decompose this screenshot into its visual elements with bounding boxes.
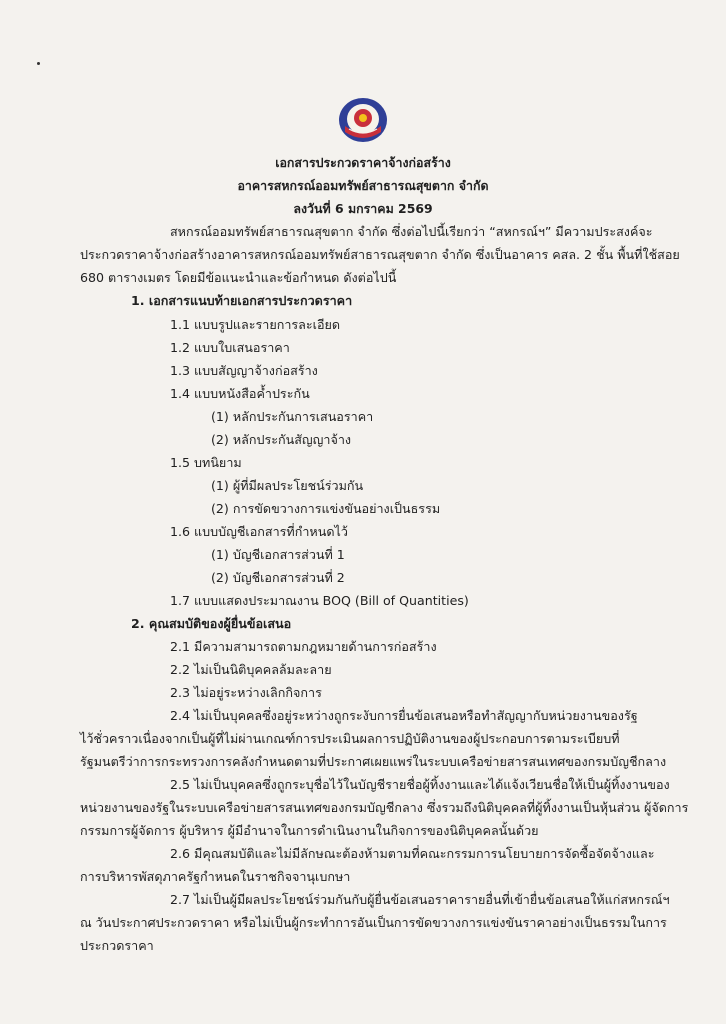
section-1-item: 1.1 แบบรูปและรายการละเอียด: [170, 317, 341, 332]
section-2-item: 2.6 มีคุณสมบัติและไม่มีลักษณะต้องห้ามตามที่คณะกรรมการนโยบายการจัดซื้อจัดจ้างและ: [170, 846, 655, 861]
section-1-item: 1.4 แบบหนังสือค้ำประกัน: [170, 386, 310, 401]
section-1-item: 1.6 แบบบัญชีเอกสารที่กำหนดไว้: [170, 524, 348, 539]
section-2-continuation: กรรมการผู้จัดการ ผู้บริหาร ผู้มีอำนาจในการดำเนินงานในกิจการของนิติบุคคลนั้นด้วย: [80, 823, 539, 838]
document-date: ลงวันที่ 6 มกราคม 2569: [293, 201, 433, 216]
section-1-subitem: (2) หลักประกันสัญญาจ้าง: [211, 432, 352, 447]
section-1-subitem: (2) บัญชีเอกสารส่วนที่ 2: [211, 570, 345, 585]
section-1-subitem: (1) หลักประกันการเสนอราคา: [211, 409, 374, 424]
section-2-continuation: ไว้ชั่วคราวเนื่องจากเป็นผู้ที่ไม่ผ่านเกณฑ์การประเมินผลการปฏิบัติงานของผู้ประกอบการตามระเบียบที่: [80, 731, 620, 746]
document-subtitle: อาคารสหกรณ์ออมทรัพย์สาธารณสุขตาก จำกัด: [237, 178, 489, 193]
section-2-continuation: ณ วันประกาศประกวดราคา หรือไม่เป็นผู้กระทำการอันเป็นการขัดขวางการแข่งขันราคาอย่างเป็นธรรมในการ: [80, 915, 667, 930]
section-2-continuation: ประกวดราคา: [80, 938, 154, 953]
section-1-subitem: (1) ผู้ที่มีผลประโยชน์ร่วมกัน: [211, 478, 364, 493]
section-1-subitem: (1) บัญชีเอกสารส่วนที่ 1: [211, 547, 345, 562]
section-2-item: 2.1 มีความสามารถตามกฎหมายด้านการก่อสร้าง: [170, 639, 437, 654]
intro-line-3: 680 ตารางเมตร โดยมีข้อแนะนำและข้อกำหนด ดังต่อไปนี้: [80, 270, 397, 285]
section-1-subitem: (2) การขัดขวางการแข่งขันอย่างเป็นธรรม: [211, 501, 441, 516]
section-2-item: 2.2 ไม่เป็นนิติบุคคลล้มละลาย: [170, 662, 332, 677]
section-2-item: 2.4 ไม่เป็นบุคคลซึ่งอยู่ระหว่างถูกระงับการยื่นข้อเสนอหรือทำสัญญากับหน่วยงานของรัฐ: [170, 708, 638, 723]
section-2-heading: 2. คุณสมบัติของผู้ยื่นข้อเสนอ: [131, 616, 292, 631]
section-2-continuation: รัฐมนตรีว่าการกระทรวงการคลังกำหนดตามที่ประกาศเผยแพร่ในระบบเครือข่ายสารสนเทศของกรมบัญชีกลาง: [80, 754, 667, 769]
section-2-item: 2.3 ไม่อยู่ระหว่างเลิกกิจการ: [170, 685, 322, 700]
section-1-item: 1.7 แบบแสดงประมาณงาน BOQ (Bill of Quantities): [170, 593, 469, 608]
document-title: เอกสารประกวดราคาจ้างก่อสร้าง: [275, 155, 451, 170]
section-1-heading: 1. เอกสารแนบท้ายเอกสารประกวดราคา: [131, 293, 353, 308]
cooperative-emblem-icon: [337, 96, 389, 144]
section-2-item: 2.7 ไม่เป็นผู้มีผลประโยชน์ร่วมกันกับผู้ยื่นข้อเสนอราคารายอื่นที่เข้ายื่นข้อเสนอให้แก่สหกรณ์ฯ: [170, 892, 670, 907]
scan-speck: [37, 62, 40, 65]
intro-line-1: สหกรณ์ออมทรัพย์สาธารณสุขตาก จำกัด ซึ่งต่อไปนี้เรียกว่า “สหกรณ์ฯ” มีความประสงค์จะ: [170, 224, 653, 239]
section-1-item: 1.2 แบบใบเสนอราคา: [170, 340, 290, 355]
section-2-continuation: การบริหารพัสดุภาครัฐกำหนดในราชกิจจานุเบกษา: [80, 869, 351, 884]
intro-line-2: ประกวดราคาจ้างก่อสร้างอาคารสหกรณ์ออมทรัพย์สาธารณสุขตาก จำกัด ซึ่งเป็นอาคาร คสล. 2 ชั้น พื้นที่ใช้สอย: [80, 247, 680, 262]
section-2-continuation: หน่วยงานของรัฐในระบบเครือข่ายสารสนเทศของกรมบัญชีกลาง ซึ่งรวมถึงนิติบุคคลที่ผู้ทิ้งงานเป็นหุ้นส่วน ผู้จัดการ: [80, 800, 689, 815]
section-1-item: 1.5 บทนิยาม: [170, 455, 242, 470]
section-1-item: 1.3 แบบสัญญาจ้างก่อสร้าง: [170, 363, 318, 378]
section-2-item: 2.5 ไม่เป็นบุคคลซึ่งถูกระบุชื่อไว้ในบัญชีรายชื่อผู้ทิ้งงานและได้แจ้งเวียนชื่อให้เป็นผู้ทิ้งงานของ: [170, 777, 670, 792]
